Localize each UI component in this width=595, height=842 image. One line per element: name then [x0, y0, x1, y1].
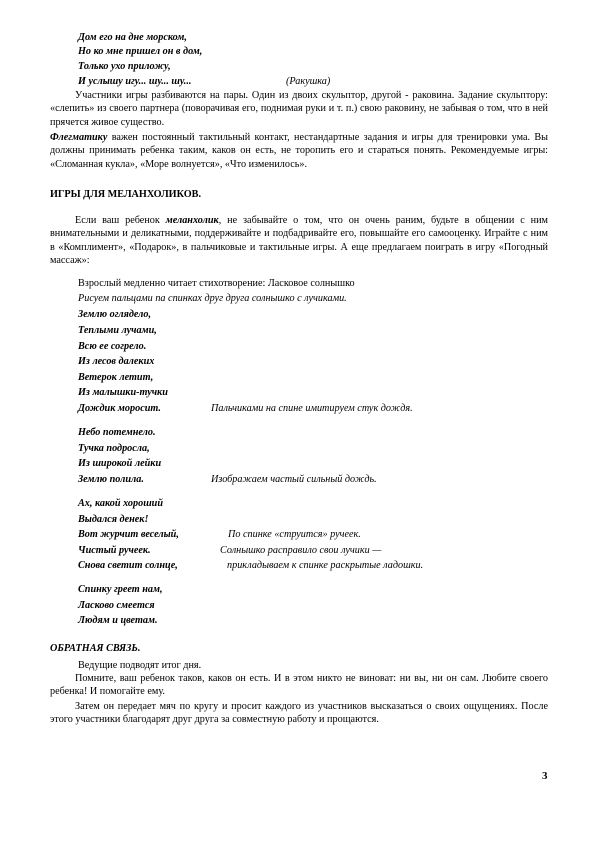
rakovina-paragraph: Участники игры разбиваются на пары. Один из двоих скульптор, другой - раковина. Задание скульптору: «слепить» из своего партнера (поворачивая его, поднимая руки и т. п.) свою раковину, не забывая о том, что в ней прячется живое существо. [50, 90, 548, 128]
flegmatik-paragraph [50, 131, 548, 171]
heading-melancholic: ИГРЫ ДЛЯ МЕЛАНХОЛИКОВ. [50, 189, 202, 200]
poem2-b4-line-2: Ласково смеется [78, 600, 155, 611]
poem2-b1-line-5: Ветерок летит, [78, 372, 154, 383]
poem2-b3-line-4: Чистый ручеек. [78, 545, 151, 556]
poem2-b1-line-6: Из малышки-тучки [78, 387, 168, 398]
poem2-b4-line-1: Спинку греет нам, [78, 584, 163, 595]
flegmatik-term: Флегматику [50, 132, 108, 143]
instruction-sun: Рисуем пальцами па спинках друг друга солнышко с лучиками. [78, 293, 347, 304]
poem1-line-1: Дом его на дне морском, [78, 32, 187, 43]
poem2-b1-line-3: Всю ее согрело. [78, 341, 147, 352]
note-sun-rays: Солнышко расправило свои лучики — [220, 545, 382, 556]
poem2-b1-line-1: Землю оглядело, [78, 309, 152, 320]
adult-reads-line: Взрослый медленно читает стихотворение: Ласковое солнышко [78, 278, 355, 289]
poem2-b3-line-3: Вот журчит веселый, [78, 529, 179, 540]
poem2-b1-line-4: Из лесов далеких [78, 356, 155, 367]
note-stream: По спинке «струится» ручеек. [228, 529, 361, 540]
poem2-b3-line-2: Выдался денек! [78, 514, 149, 525]
feedback-p1: Ведущие подводят итог дня. [78, 660, 202, 671]
poem2-b3-line-5: Снова светит солнце, [78, 560, 178, 571]
poem2-b2-line-3: Из широкой лейки [78, 458, 162, 469]
poem2-b1-line-7: Дождик моросит. [78, 403, 161, 414]
melancholic-paragraph [50, 214, 548, 268]
poem1-line-4: И услышу игу... шу... шу... [78, 76, 192, 87]
poem2-b1-line-2: Теплыми лучами, [78, 325, 157, 336]
poem2-b2-line-2: Тучка подросла, [78, 443, 150, 454]
poem1-line-3: Только ухо приложу, [78, 61, 171, 72]
melancholic-text-before: Если ваш ребенок [75, 215, 166, 226]
poem1-line-2: Но ко мне пришел он в дом, [78, 46, 203, 57]
melancholic-term: меланхолик [165, 215, 219, 226]
flegmatik-text: важен постоянный тактильный контакт, нестандартные задания и игры для тренировки ума. Вы должны принимать ребенка таким, каков он есть, не торопить его и стараться понять. Рекомендуемые игры: «Сломанная кукла», «Море волнуется», «Что изменилось». [50, 132, 548, 170]
note-palms: прикладываем к спинке раскрытые ладошки. [227, 560, 424, 571]
note-heavy-rain: Изображаем частый сильный дождь. [211, 474, 377, 485]
poem2-b3-line-1: Ах, какой хороший [78, 498, 164, 509]
poem2-b2-line-4: Землю полила. [78, 474, 144, 485]
note-rain: Пальчиками на спине имитируем стук дождя. [211, 403, 413, 414]
heading-feedback: ОБРАТНАЯ СВЯЗЬ. [50, 643, 141, 654]
melancholic-text-after: , не забывайте о том, что он очень раним, будьте в общении с ним внимательными и деликатными, поддерживайте и подбадривайте его, повышайте его самооценку. Играйте с ним в «Комплимент», «Подарок», в пальчиковые и тактильные игры. А еще предлагаем поиграть в игру «Погодный массаж»: [50, 215, 549, 267]
poem2-b2-line-1: Небо потемнело. [78, 427, 156, 438]
poem1-caption: (Ракушка) [286, 76, 331, 87]
feedback-p2: Помните, ваш ребенок таков, каков он есть. И в этом никто не виноват: ни вы, ни он сам. Любите своего ребенка! И помогайте ему. [50, 673, 548, 698]
page-number: 3 [542, 770, 548, 782]
poem2-b4-line-3: Людям и цветам. [78, 615, 158, 626]
feedback-p3: Затем он передает мяч по кругу и просит каждого из участников высказаться о своих ощущениях. После этого участники благодарят друг друга за совместную работу и прощаются. [50, 701, 548, 726]
